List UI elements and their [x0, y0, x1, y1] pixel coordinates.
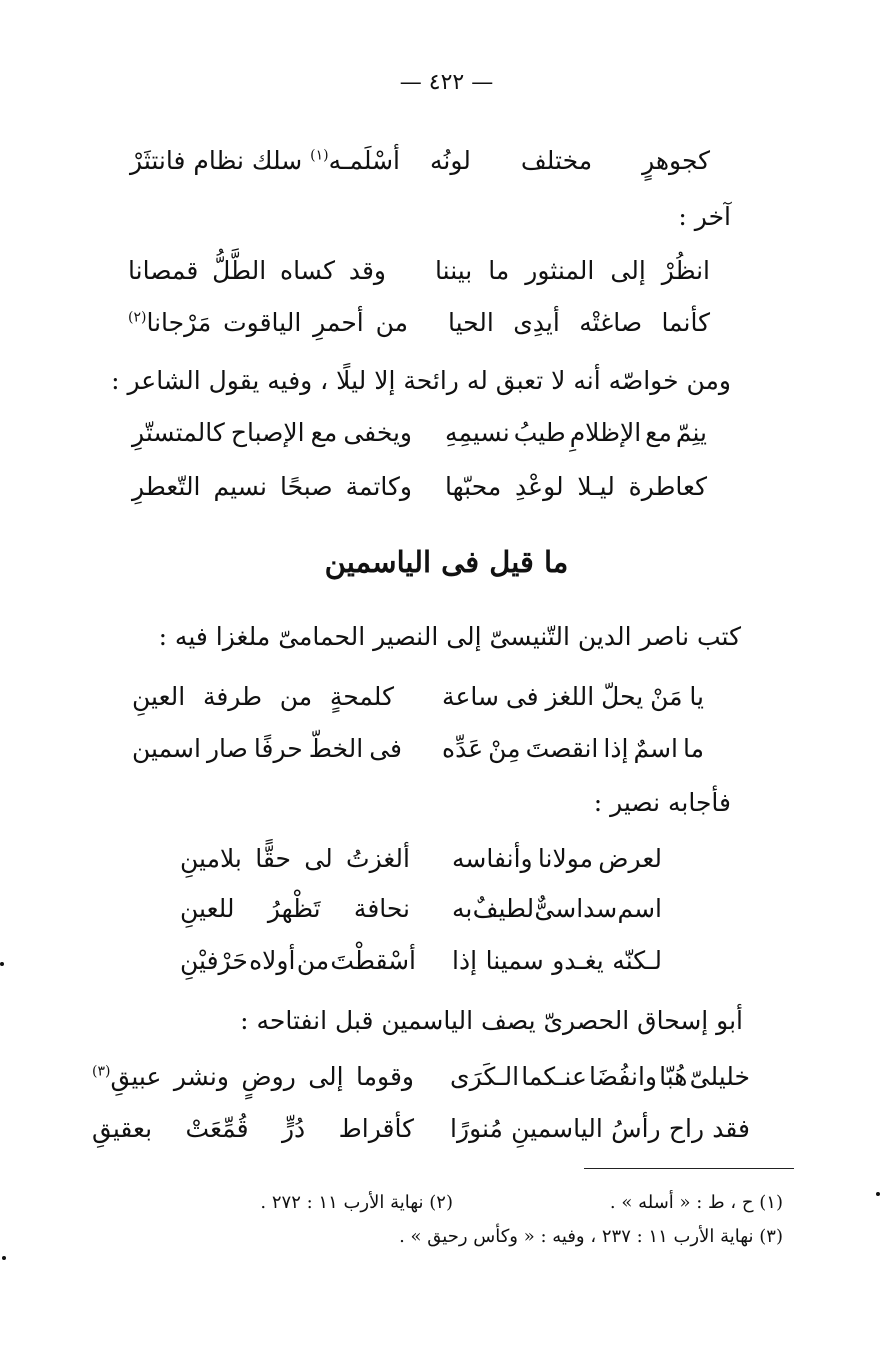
- word: التّعطرِ: [132, 472, 201, 501]
- word: مَنْ: [650, 682, 683, 711]
- word: صار: [206, 734, 248, 763]
- word: روضٍ: [241, 1062, 296, 1091]
- footnote: (١) ح ، ط : « أسله » .: [609, 1192, 783, 1213]
- page-number: — ٤٢٢ —: [399, 70, 494, 95]
- word: إذا: [452, 946, 478, 975]
- verse-line: [92, 1062, 750, 1091]
- prose-line: ومن خواصّه أنه لا تعبق له رائحة إلا ليلًا ، وفيه يقول الشاعر :: [111, 366, 731, 395]
- word: وأنفاسه: [452, 844, 533, 873]
- word: كساه: [280, 256, 335, 285]
- hemistich-right: [452, 844, 662, 873]
- word: بعقيقِ: [92, 1114, 153, 1143]
- word: يحلّ: [601, 682, 644, 711]
- verse-line: [130, 146, 710, 175]
- hemistich-left: [128, 308, 408, 337]
- word: من: [296, 946, 330, 975]
- word: إلى: [308, 1062, 344, 1091]
- hemistich-right: [450, 1062, 750, 1091]
- word: ما: [682, 734, 704, 763]
- verse-line: [132, 682, 704, 711]
- word: كأقراط: [338, 1114, 414, 1143]
- word: الطَّلُّ: [212, 256, 267, 285]
- word: كجوهرٍ: [642, 146, 710, 175]
- word: طيبُ: [513, 418, 566, 447]
- hemistich-right: [435, 256, 710, 285]
- word: كأنما: [661, 308, 710, 337]
- word: إلى: [610, 256, 646, 285]
- hemistich-left: [128, 256, 386, 285]
- word: أسْلَمـه$^{(١)}$: [310, 146, 400, 175]
- word: فى: [369, 734, 402, 763]
- word: ينِمّ: [675, 418, 707, 447]
- word: فقد: [712, 1114, 750, 1143]
- word: سداسىٌّ: [534, 894, 618, 923]
- word: أحمرِ: [313, 308, 364, 337]
- word: مع: [310, 418, 338, 447]
- word: الياقوت: [223, 308, 302, 337]
- word: محبّها: [445, 472, 502, 501]
- word: الياسمينِ: [511, 1114, 603, 1143]
- hemistich-right: [442, 734, 704, 763]
- word: إذا: [603, 734, 629, 763]
- scan-speck: [0, 962, 4, 966]
- hemistich-left: [92, 1114, 414, 1143]
- word: تَظْهرُ: [267, 894, 321, 923]
- word: كلمحةٍ: [329, 682, 394, 711]
- word: لعرض: [598, 844, 662, 873]
- hemistich-right: [452, 894, 662, 923]
- word: ما: [488, 256, 510, 285]
- word: أولاه: [249, 946, 296, 975]
- word: يغـدو: [552, 946, 604, 975]
- word: قُمِّعَتْ: [185, 1114, 249, 1143]
- word: فى: [505, 682, 539, 711]
- hemistich-left: [132, 472, 412, 501]
- word: خليلىّ: [689, 1062, 750, 1091]
- word: وكاتمة: [345, 472, 412, 501]
- word: هُبّا: [659, 1062, 688, 1091]
- verse-line: [132, 734, 704, 763]
- word: سلك: [251, 146, 303, 175]
- word: وانفُضَا: [589, 1062, 657, 1091]
- word: انقصتَ: [525, 734, 599, 763]
- word: صبحًا: [280, 472, 333, 501]
- word: الخطّ: [308, 734, 364, 763]
- word: اسم: [617, 894, 662, 923]
- word: أسْقطْتَ: [330, 946, 416, 975]
- word: وقوما: [356, 1062, 414, 1091]
- word: ليـلا: [577, 472, 615, 501]
- hemistich-right: [445, 418, 707, 447]
- word: كالمتستّرِ: [132, 418, 225, 447]
- scan-speck: [876, 1192, 880, 1196]
- word: أيدِى: [513, 308, 560, 337]
- word: بلامينِ: [180, 844, 242, 873]
- verse-line: [180, 894, 662, 923]
- word: لـكنّه: [612, 946, 662, 975]
- verse-line: [128, 256, 710, 285]
- hemistich-right: [452, 946, 662, 975]
- word: يا: [689, 682, 704, 711]
- hemistich-left: [180, 894, 410, 923]
- word: سمينا: [485, 946, 544, 975]
- word: من: [279, 682, 313, 711]
- hemistich-left: [92, 1062, 414, 1091]
- word: المنثور: [525, 256, 595, 285]
- verse-line: [180, 844, 662, 873]
- word: لى: [304, 844, 333, 873]
- footnote-marker: (١): [310, 147, 329, 164]
- verse-line: [180, 946, 662, 975]
- verse-line: [132, 418, 707, 447]
- hemistich-right: [430, 146, 710, 175]
- prose-line: آخر :: [678, 202, 731, 231]
- word: فانتثَرْ: [130, 146, 186, 175]
- word: ويخفى: [343, 418, 412, 447]
- word: راح: [668, 1114, 705, 1143]
- word: انظُرْ: [661, 256, 710, 285]
- hemistich-left: [130, 146, 400, 175]
- prose-line: كتب ناصر الدين التّنيسىّ إلى النصير الحمامىّ ملغزا فيه :: [158, 622, 741, 651]
- word: نسيمِهِ: [445, 418, 510, 447]
- footnote: (٣) نهاية الأرب ١١ : ٢٣٧ ، وفيه : « وكأس رحيق » .: [399, 1226, 783, 1247]
- hemistich-left: [180, 844, 410, 873]
- word: حرفًا: [253, 734, 303, 763]
- verse-line: [132, 472, 707, 501]
- scan-speck: [2, 1256, 6, 1260]
- hemistich-right: [445, 472, 707, 501]
- word: اسمين: [132, 734, 201, 763]
- prose-line: فأجابه نصير :: [593, 788, 731, 817]
- hemistich-right: [448, 308, 710, 337]
- word: ساعة: [442, 682, 499, 711]
- word: حَرْفيْنِ: [180, 946, 248, 975]
- word: لوعْدِ: [515, 472, 564, 501]
- word: كعاطرة: [628, 472, 707, 501]
- word: اللغز: [545, 682, 595, 711]
- word: للعينِ: [180, 894, 235, 923]
- word: مُنورًا: [450, 1114, 503, 1143]
- footnote: (٢) نهاية الأرب ١١ : ٢٧٢ .: [260, 1192, 453, 1213]
- word: به: [452, 894, 473, 923]
- hemistich-left: [132, 682, 394, 711]
- word: نظام: [193, 146, 244, 175]
- word: دُرٍّ: [281, 1114, 306, 1143]
- word: طرفة: [202, 682, 262, 711]
- word: صاغتْه: [579, 308, 643, 337]
- footnote-marker: (٣): [92, 1063, 111, 1080]
- word: مولانا: [537, 844, 594, 873]
- verse-line: [128, 308, 710, 337]
- word: مختلف: [520, 146, 593, 175]
- word: عنـكما: [521, 1062, 587, 1091]
- word: بيننا: [435, 256, 473, 285]
- word: عبيقِ$^{(٣)}$: [92, 1062, 162, 1091]
- word: مَرْجانا$^{(٢)}$: [128, 308, 212, 337]
- word: لطيفٌ: [472, 894, 535, 923]
- word: مِنْ: [488, 734, 521, 763]
- word: ونشر: [173, 1062, 229, 1091]
- word: العينِ: [132, 682, 186, 711]
- prose-line: أبو إسحاق الحصرىّ يصف الياسمين قبل انفتاحه :: [240, 1006, 743, 1035]
- word: قمصانا: [128, 256, 199, 285]
- footnote-separator: [584, 1168, 794, 1169]
- word: رأسُ: [611, 1114, 661, 1143]
- verse-line: [92, 1114, 750, 1143]
- word: نسيم: [213, 472, 267, 501]
- word: نحافة: [353, 894, 410, 923]
- word: الإصباح: [230, 418, 305, 447]
- word: الـكَرَى: [450, 1062, 520, 1091]
- word: من: [375, 308, 408, 337]
- word: عَدِّه: [442, 734, 484, 763]
- hemistich-left: [180, 946, 416, 975]
- word: اسمٌ: [633, 734, 678, 763]
- word: لونُه: [430, 146, 471, 175]
- word: مع: [645, 418, 672, 447]
- footnote-marker: (٢): [128, 309, 147, 326]
- hemistich-left: [132, 418, 412, 447]
- hemistich-left: [132, 734, 402, 763]
- word: الحيا: [448, 308, 494, 337]
- section-title: ما قيل فى الياسمين: [324, 545, 569, 579]
- hemistich-right: [450, 1114, 750, 1143]
- word: الإظلامِ: [569, 418, 642, 447]
- word: حقًّا: [255, 844, 291, 873]
- word: ألغزتُ: [346, 844, 410, 873]
- hemistich-right: [442, 682, 704, 711]
- word: وقد: [348, 256, 386, 285]
